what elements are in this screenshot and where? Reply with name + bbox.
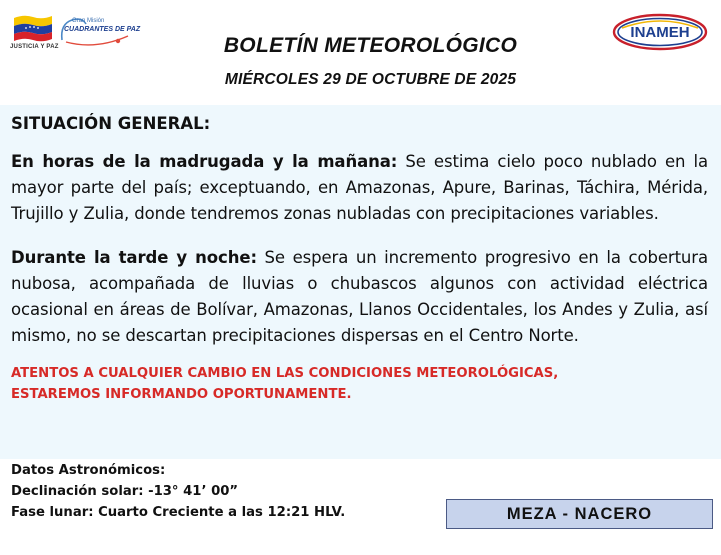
bulletin-header: [0, 0, 721, 104]
bulletin-date: MIÉRCOLES 29 DE OCTUBRE DE 2025: [224, 71, 517, 88]
forecast-morning-text: Se estima cielo poco nublado en la mayor parte del país; exceptuando, en Amazonas, Apure, Barinas, Táchira, Mérida, Trujillo y Zulia, donde tendremos zonas nubladas con precipitaciones variables.: [11, 152, 708, 223]
signature-box: MEZA - NACERO: [446, 499, 713, 529]
situacion-content: [11, 111, 708, 405]
justicia-paz-caption: JUSTICIA Y PAZ: [10, 44, 59, 50]
forecast-morning-label: En horas de la madrugada y la mañana:: [11, 152, 398, 171]
alert-line-2: ESTAREMOS INFORMANDO OPORTUNAMENTE.: [11, 387, 352, 402]
alert-notice: [11, 363, 708, 405]
inameh-logo: [612, 12, 708, 52]
forecast-morning: [11, 149, 708, 227]
astronomical-heading: Datos Astronómicos:: [11, 463, 166, 478]
forecast-evening-label: Durante la tarde y noche:: [11, 248, 257, 267]
cuadrantes-de-paz-text: CUADRANTES DE PAZ: [64, 26, 141, 33]
solar-declination: Declinación solar: -13° 41’ 00”: [11, 484, 239, 499]
gran-mision-text: Gran Misión: [72, 18, 105, 24]
moon-phase: Fase lunar: Cuarto Creciente a las 12:21 HLV.: [11, 505, 346, 520]
bulletin-title: BOLETÍN METEOROLÓGICO: [223, 34, 518, 57]
forecast-evening: [11, 245, 708, 349]
astronomical-data: [11, 460, 345, 523]
forecast-evening-text: Se espera un incremento progresivo en la cobertura nubosa, acompañada de lluvias o chubascos algunos con actividad eléctrica ocasional en áreas de Bolívar, Amazonas, Llanos Occidentales, los Andes y Zulia, así mismo, no se descartan precipitaciones dispersas en el Centro Norte.: [11, 248, 708, 345]
alert-line-1: ATENTOS A CUALQUIER CAMBIO EN LAS CONDICIONES METEOROLÓGICAS,: [11, 366, 559, 381]
situacion-heading: SITUACIÓN GENERAL:: [11, 114, 211, 133]
inameh-logo-text: INAMEH: [630, 24, 690, 41]
